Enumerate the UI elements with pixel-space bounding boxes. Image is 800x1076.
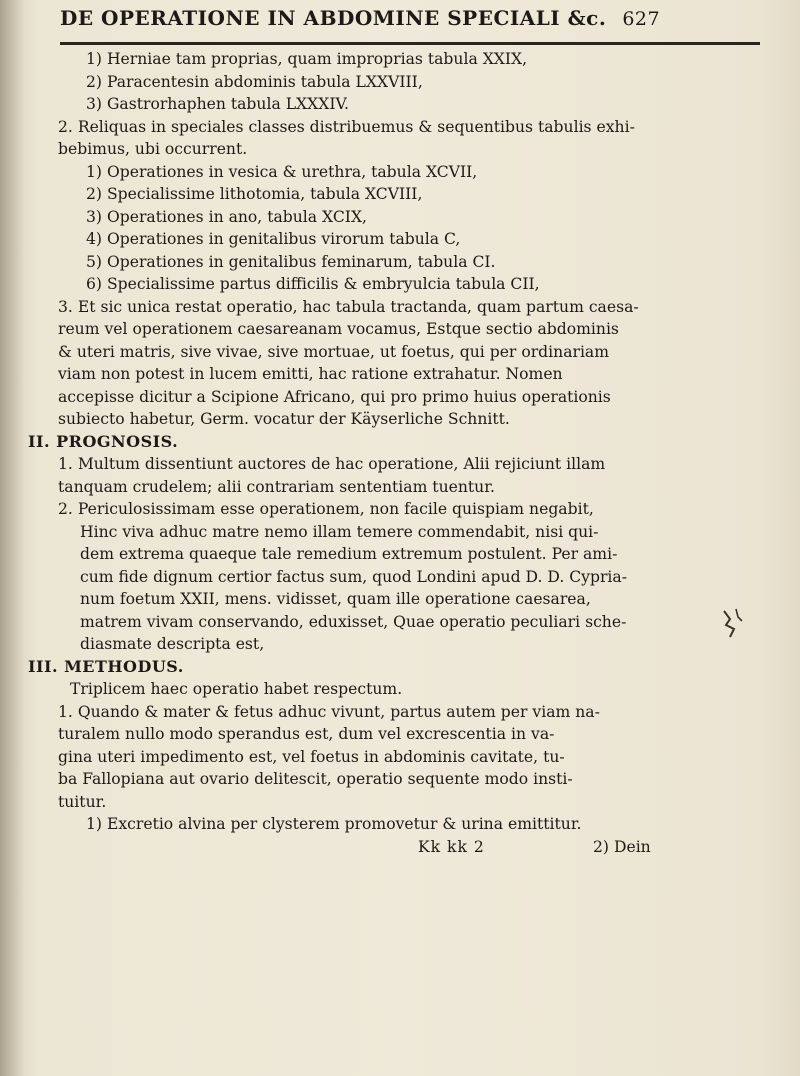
catchword: 2) Dein [593,837,651,856]
section-heading: III. METHODUS. [28,656,184,676]
header-rule [60,42,760,45]
text-line: accepisse dicitur a Scipione Africano, qui pro primo huius operationis [58,387,611,406]
signature-mark: Kk kk 2 [418,837,485,856]
page-body [28,48,768,858]
text-line: num foetum XXII, mens. vidisset, quam ille operatione caesarea, [80,590,591,608]
text-line: 2. Reliquas in speciales classes distribuemus & sequentibus tabulis exhi- [58,117,635,136]
text-line: matrem vivam conservando, eduxisset, Quae operatio peculiari sche- [80,612,627,631]
text-line: 4) Operationes in genitalibus virorum tabula C, [86,230,461,248]
text-line: 1) Excretio alvina per clysterem promovetur & urina emittitur. [86,815,582,833]
text-line: cum fide dignum certior factus sum, quod Londini apud D. D. Cypria- [80,567,627,586]
marginal-ink-mark [718,605,746,641]
text-line: 2) Specialissime lithotomia, tabula XCVIII, [86,185,423,203]
running-head [60,6,760,40]
running-head-title: DE OPERATIONE IN ABDOMINE SPECIALI &c. [60,6,607,30]
text-line: 2) Paracentesin abdominis tabula LXXVIII, [86,72,423,91]
text-line: 1. Quando & mater & fetus adhuc vivunt, partus autem per viam na- [58,702,600,721]
text-line: 1) Herniae tam proprias, quam improprias tabula XXIX, [86,50,528,68]
text-line: bebimus, ubi occurrent. [58,140,248,158]
text-line: ba Fallopiana aut ovario delitescit, operatio sequente modo insti- [58,770,573,788]
text-line: 1) Operationes in vesica & urethra, tabula XCVII, [86,162,478,181]
text-line: viam non potest in lucem emitti, hac ratione extrahatur. Nomen [58,365,563,383]
text-line: 3) Gastrorhaphen tabula LXXXIV. [86,95,350,113]
text-line: dem extrema quaeque tale remedium extremum postulent. Per ami- [80,545,618,563]
text-line: gina uteri impedimento est, vel foetus in abdominis cavitate, tu- [58,747,565,766]
text-line: tanquam crudelem; alii contrariam sententiam tuentur. [58,477,495,496]
text-line: tuitur. [58,792,107,811]
text-line: 5) Operationes in genitalibus feminarum, tabula CI. [86,252,496,271]
text-line: 3. Et sic unica restat operatio, hac tabula tractanda, quam partum caesa- [58,297,639,316]
text-line: reum vel operationem caesareanam vocamus, Estque sectio abdominis [58,320,619,338]
text-line: turalem nullo modo sperandus est, dum vel excrescentia in va- [58,725,555,743]
text-line: Triplicem haec operatio habet respectum. [70,680,403,698]
text-line: 1. Multum dissentiunt auctores de hac operatione, Alii rejiciunt illam [58,455,606,473]
text-line: & uteri matris, sive vivae, sive mortuae, ut foetus, qui per ordinariam [58,342,610,361]
page-number: 627 [622,8,661,30]
page-edge-shadow [0,0,24,1076]
page-footer [28,836,768,859]
text-line: 6) Specialissime partus difficilis & embryulcia tabula CII, [86,275,540,293]
text-line: 2. Periculosissimam esse operationem, non facile quispiam negabit, [58,500,594,518]
section-heading: II. PROGNOSIS. [28,431,179,451]
text-line: Hinc viva adhuc matre nemo illam temere commendabit, nisi qui- [80,522,599,541]
text-line: diasmate descripta est, [80,635,265,653]
text-line: subiecto habetur, Germ. vocatur der Käyserliche Schnitt. [58,410,510,428]
text-line: 3) Operationes in ano, tabula XCIX, [86,207,368,226]
